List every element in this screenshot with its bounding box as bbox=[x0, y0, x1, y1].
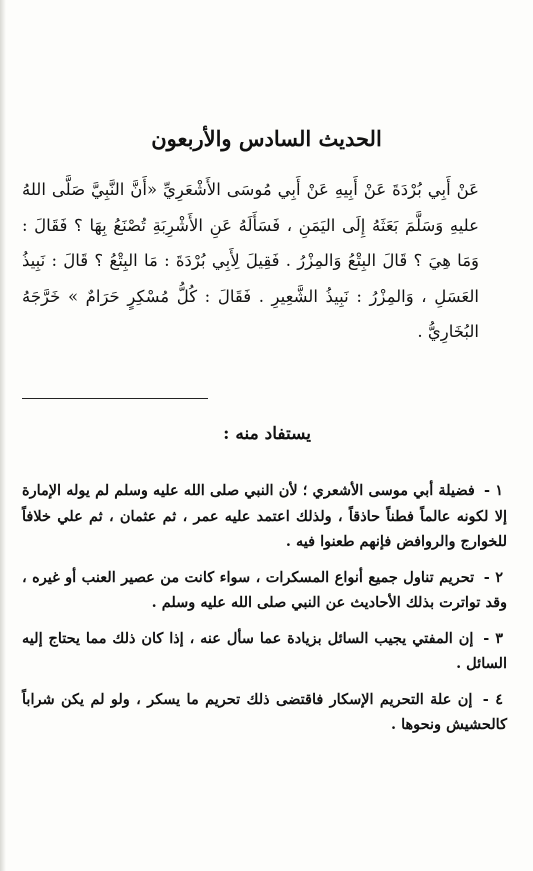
benefit-number: ١ - bbox=[484, 482, 503, 499]
benefits-heading: يستفاد منه : bbox=[223, 424, 311, 444]
benefit-item bbox=[22, 565, 507, 616]
hadith-text-block bbox=[22, 172, 509, 350]
benefit-item bbox=[22, 478, 507, 555]
benefit-number: ٣ - bbox=[483, 629, 503, 647]
section-divider bbox=[22, 398, 208, 399]
benefit-text: إن المفتي يجيب السائل بزيادة عما سأل عنه ، إذا كان ذلك مما يحتاج إليه السائل . bbox=[22, 629, 507, 672]
benefit-item bbox=[22, 687, 507, 738]
page-title: الحديث السادس والأربعون bbox=[151, 126, 382, 152]
benefit-text: إن علة التحريم الإسكار فاقتضى ذلك تحريم ما يسكر ، ولو لم يكن شراباً كالحشيش ونحوها . bbox=[22, 690, 507, 733]
hadith-text: عَنْ أَبِي بُرْدَةَ عَنْ أَبِيهِ عَنْ أَبِي مُوسَى الأَشْعَرِيِّ «أَنَّ النَّبِيَّ صَلَّى اللهُ عليهِ وَسَلَّمَ بَعَثَهُ إِلَى اليَمَنِ ، فَسَأَلَهُ عَنِ الأَشْرِبَةِ تُصْنَعُ بِهَا ؟ فَقَالَ : وَمَا هِيَ ؟ قَالَ البِتْعُ وَالمِزْرُ . فَقِيلَ لِأَبِي بُرْدَةَ : مَا البِتْعُ ؟ قَالَ : نَبِيذُ العَسَلِ ، وَالمِزْرُ : نَبِيذُ الشَّعِيرِ . فَقَالَ : كُلُّ مُسْكِرٍ حَرَامٌ » خَرَّجَهُ البُخَارِيُّ . bbox=[22, 180, 479, 341]
benefit-text: تحريم تناول جميع أنواع المسكرات ، سواء كانت من عصير العنب أو غيره ، وقد تواترت بذلك الأحاديث عن النبي صلى الله عليه وسلم . bbox=[22, 568, 507, 611]
benefit-text: فضيلة أبي موسى الأشعري ؛ لأن النبي صلى الله عليه وسلم لم يوله الإمارة إلا لكونه عالماً فطناً حاذقاً ، ولذلك اعتمد عليه عمر ، ثم عثمان ، ثم علي خلافاً للخوارج والروافض فإنهم طعنوا فيه . bbox=[22, 482, 507, 550]
benefit-number: ٢ - bbox=[483, 568, 503, 586]
benefit-item bbox=[22, 626, 507, 677]
benefit-number: ٤ - bbox=[482, 690, 503, 708]
benefits-list bbox=[22, 478, 507, 748]
